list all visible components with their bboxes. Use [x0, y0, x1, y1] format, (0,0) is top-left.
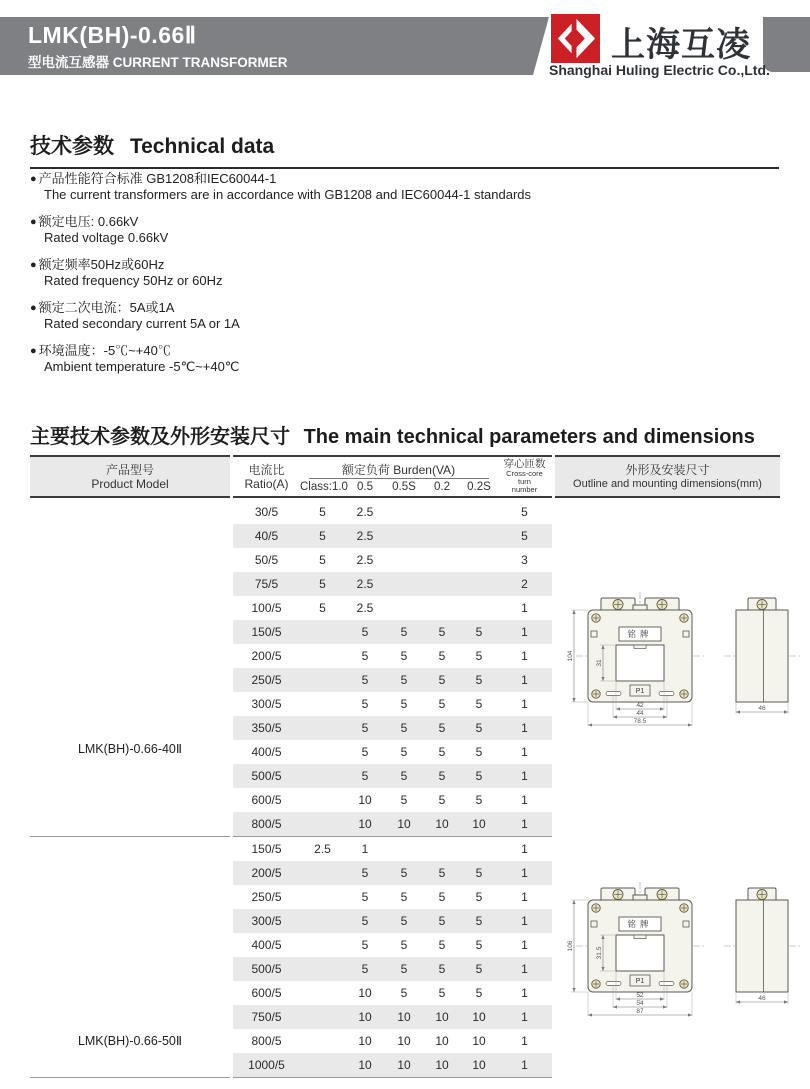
row-values	[233, 644, 552, 668]
cell-b02: 5	[438, 986, 446, 1000]
cell-b05s: 5	[400, 625, 408, 639]
cell-b05: 1	[361, 842, 369, 856]
col-header-class-1.0: Class:1.0	[300, 481, 348, 493]
cell-b02s: 5	[475, 914, 483, 928]
cell-b05: 2.5	[356, 577, 374, 591]
cell-ratio: 250/5	[251, 673, 282, 687]
bullet-icon: ●	[30, 173, 37, 185]
cell-b02: 5	[438, 793, 446, 807]
svg-text:52: 52	[636, 992, 644, 1000]
technical-data-heading-en: Technical data	[129, 135, 275, 158]
svg-text:104: 104	[566, 650, 574, 662]
bullet-icon: ●	[30, 259, 37, 271]
col-header-crosscore-en2: turn	[518, 477, 531, 486]
spec-en: The current transformers are in accordance with GB1208 and IEC60044-1 standards	[44, 187, 532, 202]
main-section-heading-en: The main technical parameters and dimensions	[303, 426, 755, 448]
row-values	[233, 716, 552, 740]
cell-ratio: 800/5	[251, 1034, 282, 1048]
cell-b05: 5	[361, 673, 369, 687]
cell-turn: 1	[521, 625, 528, 639]
cell-turn: 1	[521, 938, 528, 952]
cell-b05: 2.5	[356, 505, 374, 519]
svg-text:31.5: 31.5	[595, 946, 603, 960]
cell-b05: 5	[361, 866, 369, 880]
svg-text:P1: P1	[635, 978, 645, 985]
main-section-heading	[30, 420, 755, 449]
bullet-icon: ●	[30, 345, 37, 357]
row-values	[233, 668, 552, 692]
company-logo-icon	[551, 14, 600, 63]
cell-ratio: 600/5	[251, 986, 282, 1000]
cell-turn: 1	[521, 721, 528, 735]
cell-turn: 1	[521, 673, 528, 687]
cell-b05s: 10	[397, 817, 411, 831]
cell-b05s: 5	[400, 769, 408, 783]
svg-text:铭牌: 铭牌	[627, 919, 653, 929]
row-values	[233, 1029, 552, 1053]
svg-text:106: 106	[566, 940, 574, 952]
bullet-icon: ●	[30, 216, 37, 228]
cell-b05s: 5	[400, 938, 408, 952]
row-values	[233, 933, 552, 957]
cell-ratio: 200/5	[251, 866, 282, 880]
cell-ratio: 250/5	[251, 890, 282, 904]
cell-b02: 5	[438, 890, 446, 904]
spec-zh: 额定二次电流：5A或1A	[38, 300, 175, 315]
row-values	[233, 788, 552, 812]
cell-b05: 5	[361, 697, 369, 711]
cell-ratio: 300/5	[251, 697, 282, 711]
cell-b02: 5	[438, 962, 446, 976]
table-row	[30, 548, 780, 572]
cell-b02: 5	[438, 721, 446, 735]
cell-b02s: 5	[475, 721, 483, 735]
spec-item	[30, 214, 531, 245]
cell-ratio: 400/5	[251, 938, 282, 952]
cell-b05s: 10	[397, 1058, 411, 1072]
spec-item	[30, 300, 531, 331]
cell-b05s: 5	[400, 697, 408, 711]
col-header-ratio-en: Ratio(A)	[244, 476, 289, 491]
technical-data-heading-zh: 技术参数	[30, 135, 114, 158]
cell-turn: 1	[521, 769, 528, 783]
cell-b02s: 10	[472, 817, 486, 831]
cell-b05: 5	[361, 890, 369, 904]
cell-b05: 2.5	[356, 601, 374, 615]
cell-b05: 5	[361, 721, 369, 735]
cell-b02s: 5	[475, 962, 483, 976]
cell-b05: 10	[358, 817, 372, 831]
table-row	[30, 1053, 780, 1077]
cell-b05s: 5	[400, 866, 408, 880]
row-values	[233, 1005, 552, 1029]
col-header-crosscore-en1: Cross-core	[506, 469, 543, 478]
col-header-ratio	[233, 457, 300, 496]
row-values	[233, 548, 552, 572]
cell-b05s: 10	[397, 1010, 411, 1024]
row-values	[233, 981, 552, 1005]
row-values	[233, 909, 552, 933]
table-row	[30, 837, 780, 861]
col-header-crosscore-en3: number	[511, 485, 538, 494]
cell-turn: 1	[521, 914, 528, 928]
cell-b05s: 5	[400, 793, 408, 807]
col-header-crosscore	[497, 459, 552, 494]
cell-b02s: 5	[475, 986, 483, 1000]
row-values	[233, 572, 552, 596]
cell-b05s: 5	[400, 914, 408, 928]
cell-b05: 10	[358, 986, 372, 1000]
cell-b05: 5	[361, 745, 369, 759]
cell-turn: 3	[521, 553, 528, 567]
cell-ratio: 400/5	[251, 745, 282, 759]
cell-ratio: 150/5	[251, 625, 282, 639]
cell-b10: 5	[319, 553, 326, 567]
header-band-right	[763, 17, 810, 72]
row-values	[233, 524, 552, 548]
cell-b02: 5	[438, 769, 446, 783]
main-section-heading-zh: 主要技术参数及外形安装尺寸	[30, 426, 290, 448]
col-header-crosscore-zh: 穿心匝数	[503, 458, 546, 470]
cell-turn: 1	[521, 697, 528, 711]
spec-item	[30, 171, 531, 202]
page-title: LMK(BH)-0.66Ⅱ	[28, 22, 197, 48]
cell-b02s: 10	[472, 1010, 486, 1024]
cell-b10: 5	[319, 577, 326, 591]
cell-b02s: 5	[475, 673, 483, 687]
cell-ratio: 800/5	[251, 817, 282, 831]
cell-b05s: 5	[400, 649, 408, 663]
cell-b02: 5	[438, 866, 446, 880]
svg-text:46: 46	[758, 995, 766, 1003]
spec-item	[30, 343, 531, 374]
col-header-product-model	[30, 455, 230, 498]
cell-turn: 1	[521, 842, 528, 856]
cell-b02: 5	[438, 745, 446, 759]
cell-turn: 1	[521, 1058, 528, 1072]
cell-b02s: 5	[475, 793, 483, 807]
group-model-label-1: LMK(BH)-0.66-40Ⅱ	[77, 742, 183, 756]
spec-zh: 环境温度：-5℃~+40℃	[38, 343, 171, 358]
page-subtitle-en: CURRENT TRANSFORMER	[112, 55, 288, 70]
company-name-zh: 上海互凌	[611, 26, 751, 64]
cell-b05s: 5	[400, 673, 408, 687]
cell-b05: 5	[361, 938, 369, 952]
cell-turn: 1	[521, 745, 528, 759]
cell-turn: 5	[521, 529, 528, 543]
cell-ratio: 30/5	[254, 505, 279, 519]
cell-b02: 10	[435, 817, 449, 831]
burden-underline	[309, 478, 489, 479]
cell-b02: 10	[435, 1034, 449, 1048]
col-header-outline-zh: 外形及安装尺寸	[625, 462, 710, 477]
col-header-burden: 额定负荷 Burden(VA)	[341, 463, 456, 477]
cell-ratio: 75/5	[254, 577, 279, 591]
svg-text:54: 54	[636, 1000, 644, 1008]
row-values	[233, 861, 552, 885]
cell-turn: 1	[521, 817, 528, 831]
cell-ratio: 100/5	[251, 601, 282, 615]
svg-text:78.5: 78.5	[633, 718, 647, 726]
cell-b02: 5	[438, 697, 446, 711]
page-subtitle	[28, 51, 288, 71]
cell-b05: 10	[358, 1010, 372, 1024]
cell-b02: 5	[438, 938, 446, 952]
cell-b02: 5	[438, 649, 446, 663]
cell-ratio: 200/5	[251, 649, 282, 663]
cell-turn: 5	[521, 505, 528, 519]
cell-b05s: 5	[400, 890, 408, 904]
spec-item	[30, 257, 531, 288]
group-divider	[30, 1077, 780, 1078]
row-values	[233, 764, 552, 788]
cell-ratio: 500/5	[251, 962, 282, 976]
spec-zh: 额定电压: 0.66kV	[38, 214, 139, 229]
cell-b05: 10	[358, 1058, 372, 1072]
row-values	[233, 812, 552, 836]
row-values	[233, 885, 552, 909]
company-name-en: Shanghai Huling Electric Co.,Ltd.	[549, 62, 770, 78]
table-row	[30, 764, 780, 788]
col-header-class-0.5: 0.5	[357, 481, 373, 493]
col-header-outline	[555, 455, 780, 498]
cell-b05: 10	[358, 793, 372, 807]
cell-b05s: 5	[400, 745, 408, 759]
cell-ratio: 150/5	[251, 842, 282, 856]
spec-zh: 额定频率50Hz或60Hz	[38, 257, 165, 272]
cell-b02s: 5	[475, 745, 483, 759]
cell-b05: 5	[361, 649, 369, 663]
svg-text:P1: P1	[635, 688, 645, 695]
cell-b02s: 5	[475, 769, 483, 783]
cell-turn: 1	[521, 601, 528, 615]
cell-ratio: 1000/5	[248, 1058, 285, 1072]
bullet-icon: ●	[30, 302, 37, 314]
cell-b05: 2.5	[356, 553, 374, 567]
cell-ratio: 500/5	[251, 769, 282, 783]
cell-b02s: 5	[475, 890, 483, 904]
cell-b05: 5	[361, 769, 369, 783]
cell-b05: 10	[358, 1034, 372, 1048]
svg-text:46: 46	[758, 705, 766, 713]
cell-b02: 5	[438, 673, 446, 687]
cell-b02: 10	[435, 1058, 449, 1072]
cell-b05s: 10	[397, 1034, 411, 1048]
cell-turn: 1	[521, 962, 528, 976]
cell-turn: 1	[521, 1010, 528, 1024]
cell-turn: 1	[521, 793, 528, 807]
cell-ratio: 600/5	[251, 793, 282, 807]
col-header-class-0.5S: 0.5S	[392, 481, 416, 493]
spec-en: Ambient temperature -5℃~+40℃	[44, 359, 240, 374]
cell-turn: 2	[521, 577, 528, 591]
cell-b05s: 5	[400, 962, 408, 976]
cell-b05: 5	[361, 625, 369, 639]
cell-ratio: 40/5	[254, 529, 279, 543]
spec-en: Rated voltage 0.66kV	[44, 230, 169, 245]
cell-b02s: 5	[475, 625, 483, 639]
cell-turn: 1	[521, 986, 528, 1000]
cell-b02: 5	[438, 914, 446, 928]
col-header-classes	[300, 481, 497, 493]
cell-b10: 5	[319, 529, 326, 543]
cell-b02s: 10	[472, 1058, 486, 1072]
cell-b05: 5	[361, 914, 369, 928]
cell-b05: 5	[361, 962, 369, 976]
cell-turn: 1	[521, 649, 528, 663]
cell-ratio: 50/5	[254, 553, 279, 567]
cell-turn: 1	[521, 866, 528, 880]
cell-b02: 5	[438, 625, 446, 639]
col-header-class-0.2: 0.2	[434, 481, 450, 493]
row-values	[233, 500, 552, 524]
spec-zh: 产品性能符合标准 GB1208和IEC60044-1	[38, 171, 277, 186]
spec-en: Rated frequency 50Hz or 60Hz	[44, 273, 223, 288]
cell-b02s: 5	[475, 866, 483, 880]
cell-b02: 10	[435, 1010, 449, 1024]
col-header-middle	[233, 455, 552, 498]
svg-text:42: 42	[636, 702, 644, 710]
row-values	[233, 596, 552, 620]
cell-b10: 2.5	[314, 842, 331, 856]
cell-b02s: 5	[475, 649, 483, 663]
cell-turn: 1	[521, 890, 528, 904]
cell-ratio: 300/5	[251, 914, 282, 928]
cell-b05s: 5	[400, 986, 408, 1000]
page-subtitle-zh: 型电流互感器	[28, 55, 109, 70]
cell-b02s: 10	[472, 1034, 486, 1048]
col-header-ratio-zh: 电流比	[248, 462, 285, 477]
col-header-product-en: Product Model	[91, 476, 169, 491]
table-row	[30, 524, 780, 548]
cell-b02s: 5	[475, 697, 483, 711]
cell-ratio: 350/5	[251, 721, 282, 735]
spec-list	[30, 171, 531, 386]
row-values	[233, 740, 552, 764]
col-header-product-zh: 产品型号	[105, 462, 154, 477]
svg-text:44: 44	[636, 710, 644, 718]
cell-b05: 2.5	[356, 529, 374, 543]
spec-en: Rated secondary current 5A or 1A	[44, 316, 240, 331]
cell-ratio: 750/5	[251, 1010, 282, 1024]
technical-data-heading	[30, 130, 779, 169]
table-row	[30, 812, 780, 836]
table-row	[30, 500, 780, 524]
svg-text:87: 87	[636, 1008, 644, 1016]
svg-text:31: 31	[595, 659, 603, 667]
cell-b05s: 5	[400, 721, 408, 735]
row-values	[233, 957, 552, 981]
group-model-label-2: LMK(BH)-0.66-50Ⅱ	[77, 1034, 183, 1048]
row-values	[233, 837, 552, 861]
col-header-class-0.2S: 0.2S	[467, 481, 491, 493]
col-header-outline-en: Outline and mounting dimensions(mm)	[573, 477, 762, 490]
cell-b10: 5	[319, 505, 326, 519]
row-values	[233, 692, 552, 716]
cell-b10: 5	[319, 601, 326, 615]
cell-turn: 1	[521, 1034, 528, 1048]
row-values	[233, 620, 552, 644]
table-row	[30, 788, 780, 812]
svg-text:铭牌: 铭牌	[627, 629, 653, 639]
outline-drawing-40	[558, 588, 803, 738]
outline-drawing-50	[558, 878, 803, 1028]
cell-b02s: 5	[475, 938, 483, 952]
row-values	[233, 1053, 552, 1077]
